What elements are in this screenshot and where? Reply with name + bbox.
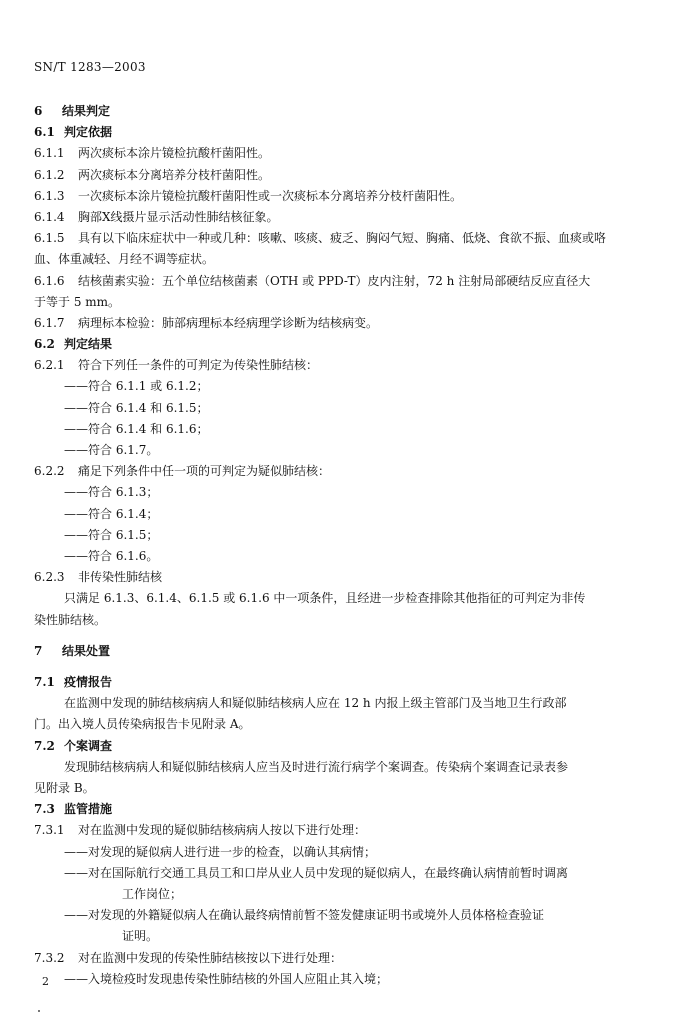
clause-text: 结果处置 (62, 643, 111, 658)
paragraph-line: 于等于 5 mm。 (34, 294, 121, 309)
list-item: ——对在国际航行交通工具员工和口岸从业人员中发现的疑似病人，在最终确认病情前暂时调离 (64, 865, 569, 880)
clause-number: 6.2.1 (34, 358, 65, 373)
subsection-heading (34, 672, 654, 693)
clause (34, 228, 654, 249)
clause-text: 对在监测中发现的疑似肺结核病病人按以下进行处理： (78, 823, 367, 838)
clause-text: 疫情报告 (64, 675, 113, 690)
clause-number: 6.1.4 (34, 209, 65, 224)
list-item: ——入境检疫时发现患传染性肺结核的外国人应阻止其入境； (64, 971, 389, 986)
list-item: ——符合 6.1.6。 (64, 549, 159, 564)
clause-text: 个案调查 (64, 738, 113, 753)
clause-number: 6.1.6 (34, 273, 65, 288)
clause-number: 6.1.2 (34, 167, 65, 182)
clause (34, 207, 654, 228)
clause-number: 7.3 (34, 802, 55, 817)
paragraph-line: 血、体重减轻、月经不调等症状。 (34, 252, 215, 267)
subsection-heading (34, 736, 654, 757)
clause (34, 186, 654, 207)
clause (34, 143, 654, 164)
list-item: ——符合 6.1.4 和 6.1.5； (64, 400, 209, 415)
clause-number: 7.3.2 (34, 950, 65, 965)
paragraph-line: 见附录 B。 (34, 781, 95, 796)
clause-text: 非传染性肺结核 (78, 570, 163, 585)
clause-text: 胸部X线摄片显示活动性肺结核征象。 (78, 209, 279, 224)
clause (34, 355, 654, 376)
clause-number: 6.1.3 (34, 188, 65, 203)
clause (34, 165, 654, 186)
clause (34, 271, 654, 292)
paragraph-line: 只满足 6.1.3、6.1.4、6.1.5 或 6.1.6 中一项条件，且经进一步检查排除其他指征的可判定为非传 (64, 591, 586, 606)
clause-text: 对在监测中发现的传染性肺结核按以下进行处理： (78, 950, 343, 965)
clause-text: 符合下列任一条件的可判定为传染性肺结核： (78, 358, 319, 373)
clause-number: 6.1.5 (34, 231, 65, 246)
clause-text: 判定结果 (64, 337, 113, 352)
clause-text: 结果判定 (62, 104, 111, 118)
subsection-heading (34, 799, 654, 820)
spacer (34, 631, 654, 641)
list-item: ——对发现的外籍疑似病人在确认最终病情前暂不签发健康证明书或境外人员体格检查验证 (64, 908, 545, 923)
clause-number: 6 (34, 104, 43, 118)
list-item: ——符合 6.1.4； (64, 506, 159, 521)
list-item: ——符合 6.1.5； (64, 527, 159, 542)
clause-number: 6.1.7 (34, 315, 65, 330)
scan-speck (38, 1010, 40, 1012)
clause-text: 痛足下列条件中任一项的可判定为疑似肺结核： (78, 464, 331, 479)
paragraph-line: 在监测中发现的肺结核病病人和疑似肺结核病人应在 12 h 内报上级主管部门及当地卫生行政部 (64, 696, 567, 711)
list-item: ——对发现的疑似病人进行进一步的检查，以确认其病情； (64, 844, 377, 859)
list-item: 工作岗位； (122, 887, 183, 902)
list-item: ——符合 6.1.1 或 6.1.2； (64, 379, 209, 394)
clause (34, 820, 654, 841)
paragraph-line: 发现肺结核病病人和疑似肺结核病人应当及时进行流行病学个案调查。传染病个案调查记录表参 (64, 759, 569, 774)
subsection-heading (34, 334, 654, 355)
clause-text: 一次痰标本涂片镜检抗酸杆菌阳性或一次痰标本分离培养分枝杆菌阳性。 (78, 188, 463, 203)
standard-code-header: SN/T 1283—2003 (34, 60, 146, 74)
clause-text: 两次痰标本分离培养分枝杆菌阳性。 (78, 167, 271, 182)
clause (34, 948, 654, 969)
clause (34, 461, 654, 482)
clause-number: 6.2.3 (34, 570, 65, 585)
clause-number: 7.2 (34, 738, 55, 753)
clause (34, 567, 654, 588)
list-item: 证明。 (122, 929, 159, 944)
clause-number: 6.2 (34, 337, 55, 352)
section-heading (34, 641, 654, 662)
clause-number: 6.2.2 (34, 464, 65, 479)
clause-text: 监管措施 (64, 802, 113, 817)
clause-text: 结核菌素实验：五个单位结核菌素（OTH 或 PPD-T）皮内注射，72 h 注射局部硬结反应直径大 (78, 273, 591, 288)
list-item: ——符合 6.1.4 和 6.1.6； (64, 421, 209, 436)
clause-number: 7 (34, 643, 43, 658)
section-heading (34, 101, 654, 122)
clause-text: 病理标本检验：肺部病理标本经病理学诊断为结核病变。 (78, 315, 379, 330)
subsection-heading (34, 122, 654, 143)
paragraph-line: 门。出入境人员传染病报告卡见附录 A。 (34, 717, 251, 732)
clause-number: 7.1 (34, 675, 55, 690)
clause-number: 6.1 (34, 125, 55, 140)
clause-text: 具有以下临床症状中一种或几种：咳嗽、咳痰、疲乏、胸闷气短、胸痛、低烧、食欲不振、血痰或咯 (78, 231, 607, 246)
document-body (34, 101, 654, 990)
list-item: ——符合 6.1.3； (64, 485, 159, 500)
clause-text: 判定依据 (64, 125, 113, 140)
paragraph-line: 染性肺结核。 (34, 612, 107, 627)
clause-number: 7.3.1 (34, 823, 65, 838)
list-item: ——符合 6.1.7。 (64, 443, 159, 458)
page-number: 2 (42, 975, 49, 988)
clause (34, 313, 654, 334)
clause-text: 两次痰标本涂片镜检抗酸杆菌阳性。 (78, 146, 271, 161)
spacer (34, 662, 654, 672)
clause-number: 6.1.1 (34, 146, 65, 161)
